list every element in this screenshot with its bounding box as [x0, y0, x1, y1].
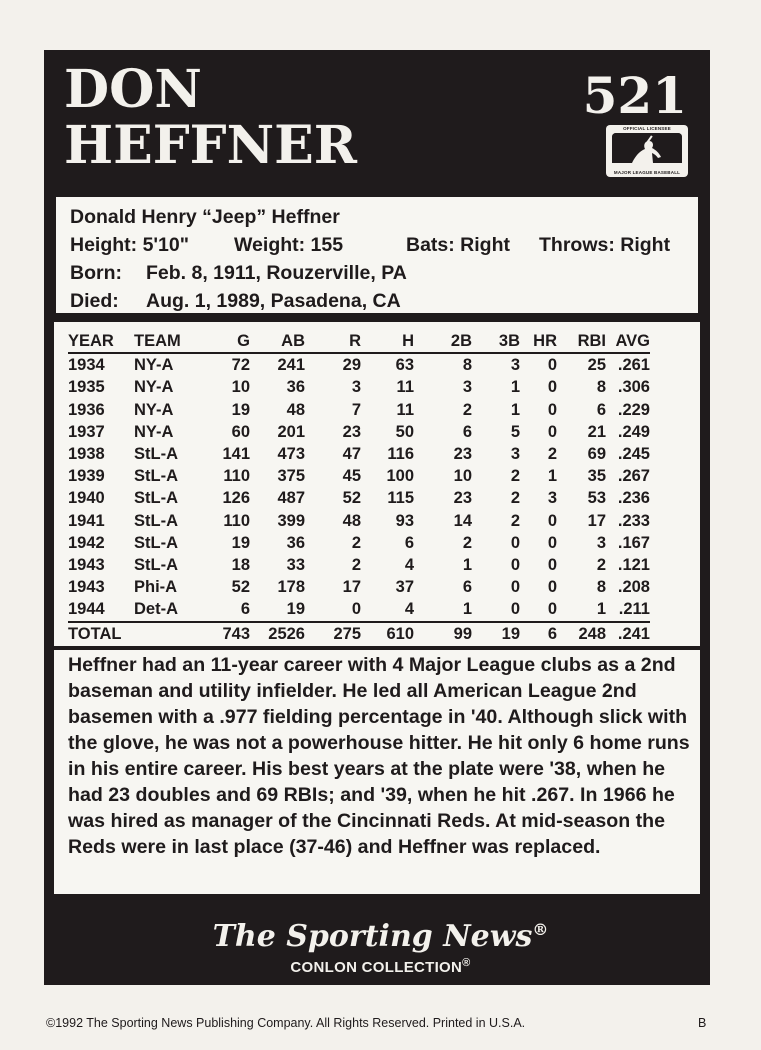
- stats-cell: 2: [596, 556, 606, 575]
- player-name: [64, 59, 357, 176]
- stats-cell: 178: [277, 578, 305, 597]
- stats-cell: 52: [342, 489, 361, 508]
- stats-cell: 487: [277, 489, 305, 508]
- stats-cell: StL-A: [134, 467, 178, 486]
- bio-died-row: [70, 287, 698, 315]
- stats-header-cell: R: [305, 330, 361, 353]
- stats-header-cell: AVG: [606, 330, 650, 353]
- stats-cell: 2: [510, 511, 520, 530]
- stats-cell: 7: [351, 400, 361, 419]
- stats-cell: 60: [231, 422, 250, 441]
- stats-cell: 0: [547, 556, 557, 575]
- stats-cell: .211: [618, 600, 650, 619]
- stats-cell: 17: [342, 578, 361, 597]
- stats-cell: 3: [596, 533, 606, 552]
- stats-cell: 100: [386, 467, 414, 486]
- player-last-name: HEFFNER: [64, 115, 357, 176]
- sporting-news-logo: [0, 912, 761, 955]
- stats-cell: 48: [286, 400, 305, 419]
- stats-cell: 2: [462, 533, 472, 552]
- stats-row: [68, 554, 650, 576]
- stats-cell: 69: [587, 445, 606, 464]
- stats-cell: NY-A: [134, 356, 174, 375]
- stats-cell: 0: [547, 422, 557, 441]
- stats-cell: Phi-A: [134, 578, 178, 597]
- stats-cell: 1943: [68, 556, 105, 575]
- stats-cell: Det-A: [134, 600, 178, 619]
- stats-row: [68, 399, 650, 421]
- stats-cell: 25: [587, 356, 606, 375]
- stats-cell: 1: [510, 378, 520, 397]
- stats-cell: 1935: [68, 378, 105, 397]
- card-side-indicator: B: [698, 1016, 707, 1030]
- stats-cell: 53: [587, 489, 606, 508]
- bio-full-name: Donald Henry “Jeep” Heffner: [70, 206, 340, 228]
- stats-total-cell: 2526: [250, 622, 305, 645]
- stats-total-cell: [134, 622, 200, 645]
- stats-header-cell: RBI: [557, 330, 606, 353]
- logo-text-top: OFFICIAL LICENSEE: [623, 126, 671, 131]
- stats-cell: 1: [510, 400, 520, 419]
- stats-cell: 3: [510, 356, 520, 375]
- stats-total-row: [68, 622, 650, 645]
- stats-cell: StL-A: [134, 445, 178, 464]
- stats-cell: .249: [617, 422, 650, 441]
- logo-silhouette: [612, 133, 682, 169]
- stats-cell: 52: [231, 578, 250, 597]
- stats-cell: .121: [617, 556, 650, 575]
- stats-row: [68, 487, 650, 509]
- stats-cell: 3: [351, 378, 361, 397]
- player-first-name: DON: [64, 59, 202, 120]
- stats-cell: 126: [222, 489, 250, 508]
- stats-cell: 2: [510, 489, 520, 508]
- stats-cell: .267: [617, 467, 650, 486]
- stats-cell: 2: [351, 533, 361, 552]
- stats-total-cell: 275: [305, 622, 361, 645]
- stats-cell: 37: [395, 578, 414, 597]
- stats-cell: 1: [547, 467, 557, 486]
- card-number: 521: [582, 66, 687, 125]
- bio-born-label: Born:: [70, 262, 122, 284]
- stats-cell: 35: [587, 467, 606, 486]
- stats-total-cell: 6: [520, 622, 557, 645]
- stats-cell: 2: [462, 400, 472, 419]
- stats-total-cell: 743: [200, 622, 250, 645]
- stats-cell: 241: [277, 356, 305, 375]
- stats-cell: 0: [547, 400, 557, 419]
- stats-cell: 1940: [68, 489, 105, 508]
- collection-registered-mark: ®: [462, 957, 471, 969]
- stats-cell: 1941: [68, 511, 105, 530]
- stats-cell: 0: [510, 600, 520, 619]
- stats-cell: NY-A: [134, 422, 174, 441]
- stats-total-cell: 99: [414, 622, 472, 645]
- stats-cell: 115: [387, 489, 414, 508]
- bio-panel: [54, 195, 700, 315]
- stats-cell: 375: [277, 467, 305, 486]
- stats-cell: 141: [222, 445, 250, 464]
- stats-cell: 6: [462, 578, 472, 597]
- stats-cell: .236: [617, 489, 650, 508]
- stats-cell: 473: [277, 445, 305, 464]
- bio-born-value: Feb. 8, 1911, Rouzerville, PA: [146, 262, 407, 284]
- career-description: Heffner had an 11-year career with 4 Major League clubs as a 2nd baseman and utility infielder. He led all American League 2nd basemen with a .977 fielding percentage in '40. Although slick with the glove, he was not a powerhouse hitter. He hit only 6 home runs in his entire career. His best years at the plate were '38, when he had 23 doubles and 69 RBIs; and '39, when he hit .267. In 1966 he was hired as manager of the Cincinnati Reds. At mid-season the Reds were in last place (37-46) and Heffner was replaced.: [68, 654, 690, 858]
- stats-header-cell: H: [361, 330, 414, 353]
- stats-cell: 0: [351, 600, 361, 619]
- stats-cell: 19: [231, 533, 250, 552]
- stats-cell: .233: [617, 511, 650, 530]
- stats-cell: 8: [596, 378, 606, 397]
- stats-header-cell: G: [200, 330, 250, 353]
- bio-physical-row: [70, 231, 698, 259]
- stats-cell: 6: [404, 533, 414, 552]
- stats-cell: 47: [342, 445, 361, 464]
- stats-cell: 19: [286, 600, 305, 619]
- stats-cell: 63: [395, 356, 414, 375]
- stats-total-cell: 248: [557, 622, 606, 645]
- stats-cell: 116: [387, 445, 414, 464]
- stats-cell: NY-A: [134, 400, 174, 419]
- stats-cell: .245: [617, 445, 650, 464]
- stats-cell: .306: [617, 378, 650, 397]
- stats-cell: 72: [231, 356, 250, 375]
- copyright-line: ©1992 The Sporting News Publishing Company. All Rights Reserved. Printed in U.S.A.: [46, 1016, 526, 1030]
- stats-cell: StL-A: [134, 533, 178, 552]
- stats-cell: 201: [277, 422, 305, 441]
- stats-cell: 36: [286, 533, 305, 552]
- stats-cell: 1: [462, 556, 472, 575]
- stats-cell: 1937: [68, 422, 105, 441]
- stats-row: [68, 510, 650, 532]
- stats-cell: 8: [596, 578, 606, 597]
- stats-row: [68, 421, 650, 443]
- stats-cell: 33: [286, 556, 305, 575]
- stats-panel: [54, 322, 700, 646]
- stats-cell: 110: [223, 467, 250, 486]
- stats-cell: 0: [547, 533, 557, 552]
- stats-cell: 23: [342, 422, 361, 441]
- stats-cell: 4: [404, 556, 414, 575]
- stats-cell: 1934: [68, 356, 105, 375]
- stats-cell: 8: [462, 356, 472, 375]
- stats-cell: 10: [231, 378, 250, 397]
- collection-text: CONLON COLLECTION: [290, 959, 463, 976]
- stats-row: [68, 443, 650, 465]
- stats-header-cell: 3B: [472, 330, 520, 353]
- stats-cell: StL-A: [134, 511, 178, 530]
- stats-cell: 0: [547, 511, 557, 530]
- stats-header-cell: AB: [250, 330, 305, 353]
- stats-cell: StL-A: [134, 489, 178, 508]
- stats-cell: 29: [342, 356, 361, 375]
- stats-total-cell: .241: [606, 622, 650, 645]
- stats-cell: 0: [547, 356, 557, 375]
- stats-cell: 93: [395, 511, 414, 530]
- stats-row: [68, 376, 650, 398]
- stats-cell: 23: [453, 445, 472, 464]
- stats-cell: .229: [617, 400, 650, 419]
- bio-born-row: [70, 259, 698, 287]
- stats-header-row: [68, 330, 650, 353]
- stats-cell: 50: [395, 422, 414, 441]
- stats-cell: 0: [547, 578, 557, 597]
- bio-died-value: Aug. 1, 1989, Pasadena, CA: [146, 290, 401, 312]
- stats-cell: 36: [286, 378, 305, 397]
- stats-cell: 2: [351, 556, 361, 575]
- stats-cell: 11: [396, 378, 414, 397]
- stats-row: [68, 598, 650, 621]
- bio-died-label: Died:: [70, 290, 119, 312]
- stats-cell: 19: [231, 400, 250, 419]
- stats-cell: 1944: [68, 600, 105, 619]
- stats-cell: 14: [453, 511, 472, 530]
- stats-cell: 6: [240, 600, 250, 619]
- stats-cell: 10: [453, 467, 472, 486]
- stats-header-cell: TEAM: [134, 330, 200, 353]
- stats-cell: 45: [342, 467, 361, 486]
- bio-throws: Throws: Right: [539, 234, 671, 256]
- stats-cell: 23: [453, 489, 472, 508]
- stats-cell: 6: [596, 400, 606, 419]
- stats-cell: 1: [462, 600, 472, 619]
- stats-cell: 6: [462, 422, 472, 441]
- stats-total-cell: 610: [361, 622, 414, 645]
- stats-cell: 3: [462, 378, 472, 397]
- bio-bats: Bats: Right: [406, 234, 510, 256]
- bio-weight: Weight: 155: [234, 234, 344, 256]
- stats-cell: 0: [547, 600, 557, 619]
- stats-body: [68, 353, 650, 621]
- stats-cell: .208: [617, 578, 650, 597]
- stats-cell: NY-A: [134, 378, 174, 397]
- conlon-collection-label: [0, 953, 761, 978]
- stats-cell: 21: [587, 422, 606, 441]
- stats-cell: 18: [231, 556, 250, 575]
- career-description-panel: [54, 650, 700, 894]
- stats-cell: 0: [510, 556, 520, 575]
- batter-silhouette-icon: [612, 133, 682, 169]
- stats-cell: 1938: [68, 445, 105, 464]
- stats-cell: 4: [404, 600, 414, 619]
- mlb-logo-icon: [606, 125, 688, 177]
- stats-total-cell: 19: [472, 622, 520, 645]
- sporting-news-brand: The Sporting News: [212, 919, 533, 954]
- stats-cell: 17: [587, 511, 606, 530]
- stats-header-cell: 2B: [414, 330, 472, 353]
- stats-cell: 11: [396, 400, 414, 419]
- stats-cell: 3: [510, 445, 520, 464]
- stats-cell: 1942: [68, 533, 105, 552]
- stats-cell: 399: [277, 511, 305, 530]
- stats-cell: 1936: [68, 400, 105, 419]
- stats-cell: 0: [510, 578, 520, 597]
- stats-cell: 48: [342, 511, 361, 530]
- stats-cell: StL-A: [134, 556, 178, 575]
- stats-cell: 2: [510, 467, 520, 486]
- stats-header-cell: HR: [520, 330, 557, 353]
- stats-table: [68, 330, 650, 645]
- stats-header-cell: YEAR: [68, 330, 134, 353]
- stats-cell: .167: [617, 533, 650, 552]
- stats-cell: 1: [596, 600, 606, 619]
- stats-total-cell: TOTAL: [68, 622, 134, 645]
- stats-row: [68, 353, 650, 376]
- stats-cell: 110: [223, 511, 250, 530]
- stats-row: [68, 532, 650, 554]
- stats-cell: 1943: [68, 578, 105, 597]
- stats-cell: 1939: [68, 467, 105, 486]
- stats-row: [68, 465, 650, 487]
- stats-cell: 3: [547, 489, 557, 508]
- stats-cell: .261: [617, 356, 650, 375]
- stats-cell: 5: [510, 422, 520, 441]
- stats-cell: 2: [547, 445, 557, 464]
- logo-text-bottom: MAJOR LEAGUE BASEBALL: [613, 170, 681, 175]
- brand-registered-mark: ®: [532, 920, 549, 939]
- stats-cell: 0: [510, 533, 520, 552]
- stats-row: [68, 576, 650, 598]
- bio-height: Height: 5'10": [70, 234, 189, 256]
- stats-cell: 0: [547, 378, 557, 397]
